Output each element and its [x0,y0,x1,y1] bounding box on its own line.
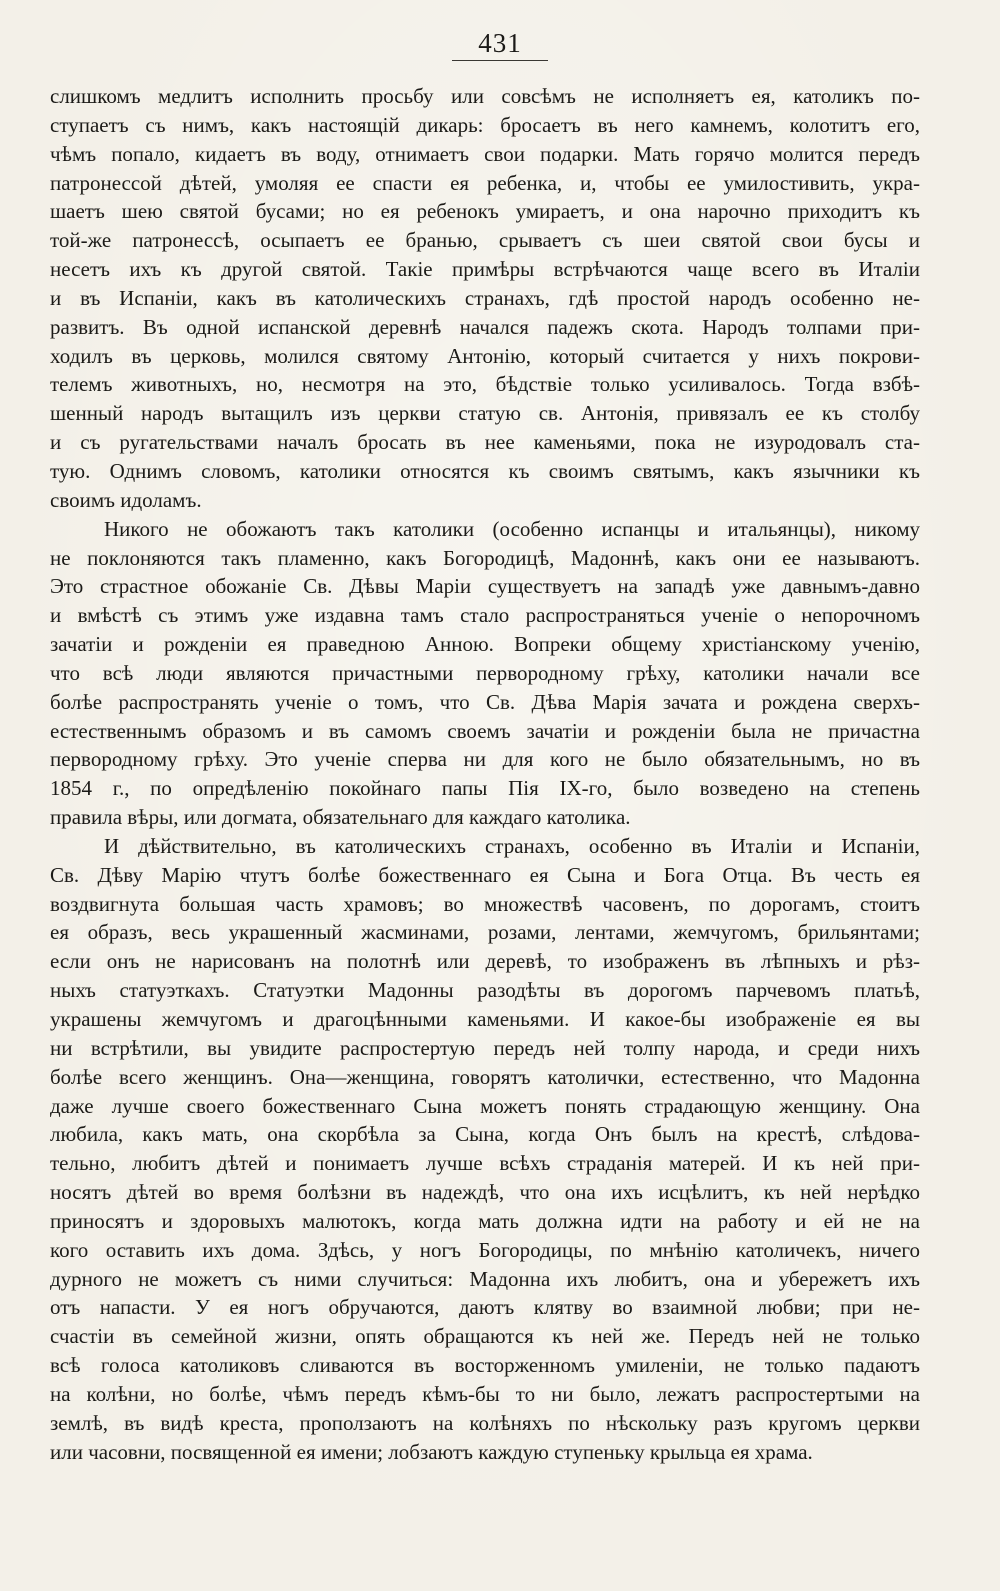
page-number: 431 [478,28,522,58]
text-line: на колѣни, но болѣе, чѣмъ передъ кѣмъ-бы то ни было, лежатъ распростертыми на [50,1381,920,1406]
text-line: ея образъ, весь украшенный жасминами, розами, лентами, жемчугомъ, брильянтами; [50,920,920,945]
text-line: землѣ, въ видѣ креста, проползаютъ на колѣняхъ по нѣскольку разъ кругомъ церкви [50,1410,920,1435]
text-line: шаетъ шею святой бусами; но ея ребенокъ умираетъ, и она нарочно приходитъ къ [50,199,920,224]
body-text [50,82,920,1467]
text-line: своимъ идоламъ. [50,487,202,512]
text-line: даже лучше своего божественнаго Сына можетъ понять страдающую женщину. Она [50,1093,920,1118]
text-line: счастіи въ семейной жизни, опять обращаются къ ней же. Передъ ней не только [50,1324,920,1349]
text-line: любила, какъ мать, она скорбѣла за Сына, когда Онъ былъ на крестѣ, слѣдова- [50,1122,920,1147]
text-line: шенный народъ вытащилъ изъ церкви статую св. Антонія, привязалъ ее къ столбу [50,401,920,426]
text-line: ходилъ въ церковь, молился святому Антонію, который считается у нихъ покрови- [50,343,920,368]
text-line: патронессой дѣтей, умоляя ее спасти ея ребенка, и, чтобы ее умилостивить, укра- [50,170,920,195]
text-line: Это страстное обожаніе Св. Дѣвы Маріи существуетъ на западѣ уже давнымъ-давно [50,574,920,599]
text-line: носятъ дѣтей во время болѣзни въ надеждѣ, что она ихъ исцѣлитъ, къ ней нерѣдко [50,1180,920,1205]
text-line: болѣе распространять ученіе о томъ, что Св. Дѣва Марія зачата и рождена сверхъ- [50,689,920,714]
text-line: дурного не можетъ съ ними случиться: Мадонна ихъ любитъ, она и убережетъ ихъ [50,1266,920,1291]
text-line: Никого не обожаютъ такъ католики (особенно испанцы и итальянцы), никому [104,516,920,541]
text-line: ныхъ статуэткахъ. Статуэтки Мадонны разодѣты въ дорогомъ парчевомъ платьѣ, [50,978,920,1003]
text-line: ни встрѣтили, вы увидите распростертую передъ ней толпу народа, и среди нихъ [50,1035,920,1060]
text-line: и въ Испаніи, какъ въ католическихъ странахъ, гдѣ простой народъ особенно не- [50,285,920,310]
text-line: приносятъ и здоровыхъ малютокъ, когда мать должна идти на работу и ей не на [50,1208,920,1233]
text-line: 1854 г., по опредѣленію покойнаго папы Пія IX-го, было возведено на степень [50,776,920,801]
text-line: болѣе всего женщинъ. Она—женщина, говорятъ католички, естественно, что Мадонна [50,1064,920,1089]
text-line: развитъ. Въ одной испанской деревнѣ начался падежъ скота. Народъ толпами при- [50,314,920,339]
text-line: несетъ ихъ къ другой святой. Такіе примѣры встрѣчаются чаще всего въ Италіи [50,257,920,282]
text-line: тую. Однимъ словомъ, католики относятся къ своимъ святымъ, какъ язычники къ [50,458,920,483]
text-line: что всѣ люди являются причастными первородному грѣху, католики начали все [50,660,920,685]
text-line: той-же патронессѣ, осыпаетъ ее бранью, срываетъ съ шеи святой свои бусы и [50,228,920,253]
text-line: правила вѣры, или догмата, обязательнаго для каждаго католика. [50,805,631,830]
text-line: тельно, любитъ дѣтей и понимаетъ лучше всѣхъ страданія матерей. И къ ней при- [50,1151,920,1176]
paragraph-3 [50,832,920,1467]
text-line: всѣ голоса католиковъ сливаются въ восторженномъ умиленіи, не только падаютъ [50,1353,920,1378]
text-line: первородному грѣху. Это ученіе сперва ни для кого не было обязательнымъ, но въ [50,747,920,772]
text-line: если онъ не нарисованъ на полотнѣ или деревѣ, то изображенъ въ лѣпныхъ и рѣз- [50,949,920,974]
text-line: Св. Дѣву Марію чтутъ болѣе божественнаго ея Сына и Бога Отца. Въ честь ея [50,862,920,887]
text-line: ступаетъ съ нимъ, какъ настоящій дикарь: бросаетъ въ него камнемъ, колотитъ его, [50,112,920,137]
text-line: зачатіи и рожденіи ея праведною Анною. Вопреки общему христіанскому ученію, [50,632,920,657]
text-line: отъ напасти. У ея ногъ обручаются, даютъ клятву во взаимной любви; при не- [50,1295,920,1320]
paragraph-2 [50,515,920,832]
text-line: естественнымъ образомъ и въ самомъ своемъ зачатіи и рожденіи была не причастна [50,718,920,743]
text-line: телемъ животныхъ, но, несмотря на это, бѣдствіе только усиливалось. Тогда взбѣ- [50,372,920,397]
text-line: и вмѣстѣ съ этимъ уже издавна тамъ стало распространяться ученіе о непорочномъ [50,603,920,628]
text-line: или часовни, посвященной ея имени; лобзаютъ каждую ступеньку крыльца ея храма. [50,1439,813,1464]
text-line: украшены жемчугомъ и драгоцѣнными каменьями. И какое-бы изображеніе ея вы [50,1007,920,1031]
text-line: слишкомъ медлитъ исполнить просьбу или совсѣмъ не исполняетъ ея, католикъ по- [50,84,920,108]
text-line: воздвигнута большая часть храмовъ; во множествѣ часовенъ, по дорогамъ, стоитъ [50,891,920,916]
text-line: И дѣйствительно, въ католическихъ странахъ, особенно въ Италіи и Испаніи, [104,833,920,858]
page-number-rule [452,60,548,61]
text-line: кого оставить ихъ дома. Здѣсь, у ногъ Богородицы, по мнѣнію католичекъ, ничего [50,1237,920,1262]
text-line: и съ ругательствами началъ бросать въ нее каменьями, пока не изуродовалъ ста- [50,430,920,455]
text-line: не поклоняются такъ пламенно, какъ Богородицѣ, Мадоннѣ, какъ они ее называютъ. [50,545,920,570]
text-line: чѣмъ попало, кидаетъ въ воду, отнимаетъ свои подарки. Мать горячо молится передъ [50,141,920,166]
paragraph-1 [50,82,920,515]
